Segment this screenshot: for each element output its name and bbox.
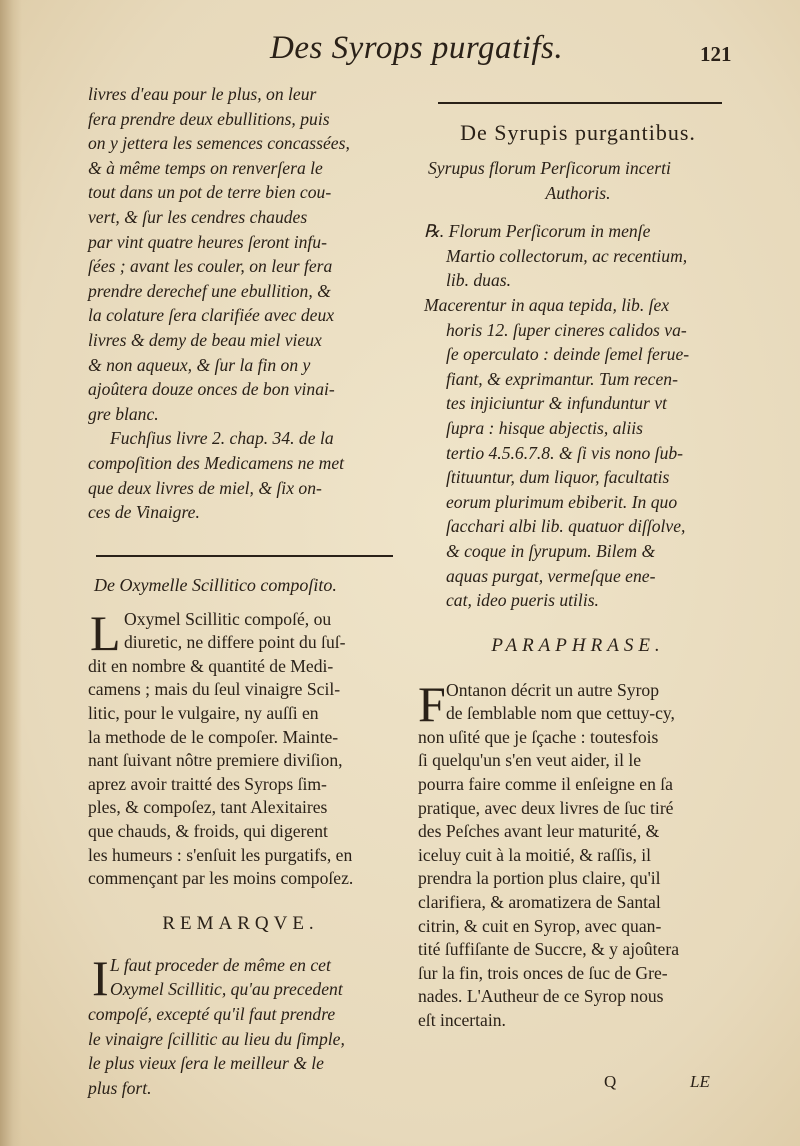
text-line: iceluy cuit à la moitié, & raſſis, il — [418, 844, 652, 865]
text-line: gre blanc. — [88, 403, 159, 424]
text-line: non uſité que je ſçache : toutesfois — [418, 726, 659, 747]
fuchsius-paragraph-cont — [88, 451, 393, 525]
text-line: nades. L'Autheur de ce Syrop nous — [418, 986, 664, 1007]
paraphrase-heading: PARAPHRASE. — [491, 634, 665, 656]
text-line: Ontanon décrit un autre Syrop — [446, 679, 660, 700]
text-line: horis 12. ſuper cineres calidos va- — [446, 319, 687, 340]
paraphrase-paragraph — [418, 675, 738, 1033]
recipe-title — [418, 156, 738, 205]
left-column — [88, 82, 393, 1100]
drop-cap: I — [92, 949, 109, 1006]
text-line: la methode de le compoſer. Mainte- — [88, 726, 339, 747]
text-line: tité ſuffiſante de Succre, & y ajoûtera — [418, 939, 680, 960]
text-line: Fuchſius livre 2. chap. 34. de la — [110, 428, 334, 449]
text-line: ſupra : hisque abjectis, aliis — [446, 417, 643, 438]
page-number: 121 — [700, 42, 732, 66]
text-line: & à même temps on renverſera le — [88, 157, 323, 178]
text-line: prendre derechef une ebullition, & — [88, 280, 331, 301]
text-line: clarifiera, & aromatizera de Santal — [418, 892, 661, 913]
text-line: tout dans un pot de terre bien cou- — [88, 182, 332, 203]
text-line: lib. duas. — [446, 270, 512, 291]
text-line: plus fort. — [88, 1077, 152, 1098]
text-line: pratique, avec deux livres de ſuc tiré — [418, 797, 674, 818]
text-line: aprez avoir traitté des Syrops ſim- — [88, 773, 327, 794]
syrupis-heading: De Syrupis purgantibus. — [460, 120, 696, 145]
text-line: cat, ideo pueris utilis. — [446, 590, 599, 611]
text-line: la colature ſera clarifiée avec deux — [88, 305, 335, 326]
text-line: on y jettera les semences concassées, — [88, 133, 350, 154]
text-line: ſi quelqu'un s'en veut aider, il le — [418, 750, 642, 771]
text-line: eſt incertain. — [418, 1010, 506, 1030]
page-gutter-shadow — [0, 0, 22, 1146]
remarque-heading: REMARQVE. — [162, 912, 319, 934]
text-line: citrin, & cuit en Syrop, avec quan- — [418, 915, 662, 936]
text-line: des Peſches avant leur maturité, & — [418, 821, 660, 842]
text-line: vert, & ſur les cendres chaudes — [88, 206, 308, 227]
text-line: ces de Vinaigre. — [88, 502, 200, 523]
text-line: livres d'eau pour le plus, on leur — [88, 84, 317, 104]
text-line: tertio 4.5.6.7.8. & ſi vis nono ſub- — [446, 442, 684, 463]
text-line: ſur la fin, trois onces de ſuc de Gre- — [418, 962, 668, 983]
text-line: livres & demy de beau miel vieux — [88, 329, 322, 350]
text-line: ſtituuntur, dum liquor, facultatis — [446, 467, 670, 488]
text-line: camens ; mais du ſeul vinaigre Scil- — [88, 679, 341, 700]
text-line: tes injiciuntur & infunduntur vt — [446, 393, 667, 414]
text-line: dit en nombre & quantité de Medi- — [88, 655, 334, 676]
text-line: litic, pour le vulgaire, ny auſſi en — [88, 703, 319, 724]
running-head: Des Syrops purgatifs. — [270, 30, 564, 66]
text-line: Authoris. — [545, 182, 611, 203]
drop-cap: L — [90, 604, 121, 661]
oxymel-heading: De Oxymelle Scillitico compoſito. — [94, 574, 337, 595]
text-line: de ſemblable nom que cettuy-cy, — [446, 703, 675, 724]
text-line: diuretic, ne differe point du ſuſ- — [124, 632, 346, 653]
right-column — [418, 84, 738, 1033]
text-line: les humeurs : s'enſuit les purgatifs, en — [88, 844, 353, 865]
text-line: nant ſuivant nôtre premiere diviſion, — [88, 750, 343, 771]
text-line: Syrupus florum Perſicorum incerti — [428, 158, 671, 178]
remarque-paragraph — [88, 949, 393, 1101]
fuchsius-paragraph — [88, 426, 393, 451]
text-line: compoſé, excepté qu'il faut prendre — [88, 1004, 336, 1024]
text-line: le plus vieux ſera le meilleur & le — [88, 1053, 324, 1074]
text-line: le vinaigre ſcillitic au lieu du ſimple, — [88, 1028, 345, 1049]
text-line: ſe operculato : deinde ſemel ferue- — [446, 344, 690, 365]
text-line: que deux livres de miel, & ſix on- — [88, 477, 322, 498]
oxymel-paragraph — [88, 604, 393, 891]
drop-cap: F — [418, 675, 446, 732]
text-line: ſées ; avant les couler, on leur fera — [88, 256, 333, 277]
text-line: pourra faire comme il enſeigne en ſa — [418, 774, 673, 795]
catchword: LE — [690, 1072, 710, 1091]
text-line: par vint quatre heures ſeront infu- — [88, 231, 327, 252]
text-line: eorum plurimum ebiberit. In quo — [446, 491, 678, 512]
text-line: ℞. Florum Perſicorum in menſe — [424, 221, 651, 242]
continuation-paragraph — [88, 82, 393, 426]
text-line: compoſition des Medicamens ne met — [88, 452, 345, 473]
text-line: & non aqueux, & ſur la fin on y — [88, 354, 311, 375]
signature-mark: Q — [604, 1072, 617, 1091]
text-line: aquas purgat, vermeſque ene- — [446, 565, 656, 586]
text-line: ſacchari albi lib. quatuor diſſolve, — [446, 516, 686, 537]
text-line: & coque in ſyrupum. Bilem & — [446, 540, 656, 561]
text-line: ples, & compoſez, tant Alexitaires — [88, 797, 328, 818]
text-line: Macerentur in aqua tepida, lib. ſex — [424, 294, 670, 315]
text-line: L faut proceder de même en cet — [110, 954, 331, 975]
text-line: que chauds, & froids, qui digerent — [88, 821, 328, 842]
text-line: Oxymel Scillitic, qu'au precedent — [110, 979, 343, 1000]
text-line: ajoûtera douze onces de bon vinai- — [88, 379, 335, 400]
recipe-paragraph — [418, 219, 738, 613]
text-line: Oxymel Scillitic compoſé, ou — [124, 608, 332, 629]
text-line: fera prendre deux ebullitions, puis — [88, 108, 330, 129]
text-line: fiant, & exprimantur. Tum recen- — [446, 368, 678, 389]
text-line: Martio collectorum, ac recentium, — [446, 245, 688, 266]
text-line: commençant par les moins compoſez. — [88, 868, 354, 889]
text-line: prendra la portion plus claire, qu'il — [418, 868, 661, 889]
